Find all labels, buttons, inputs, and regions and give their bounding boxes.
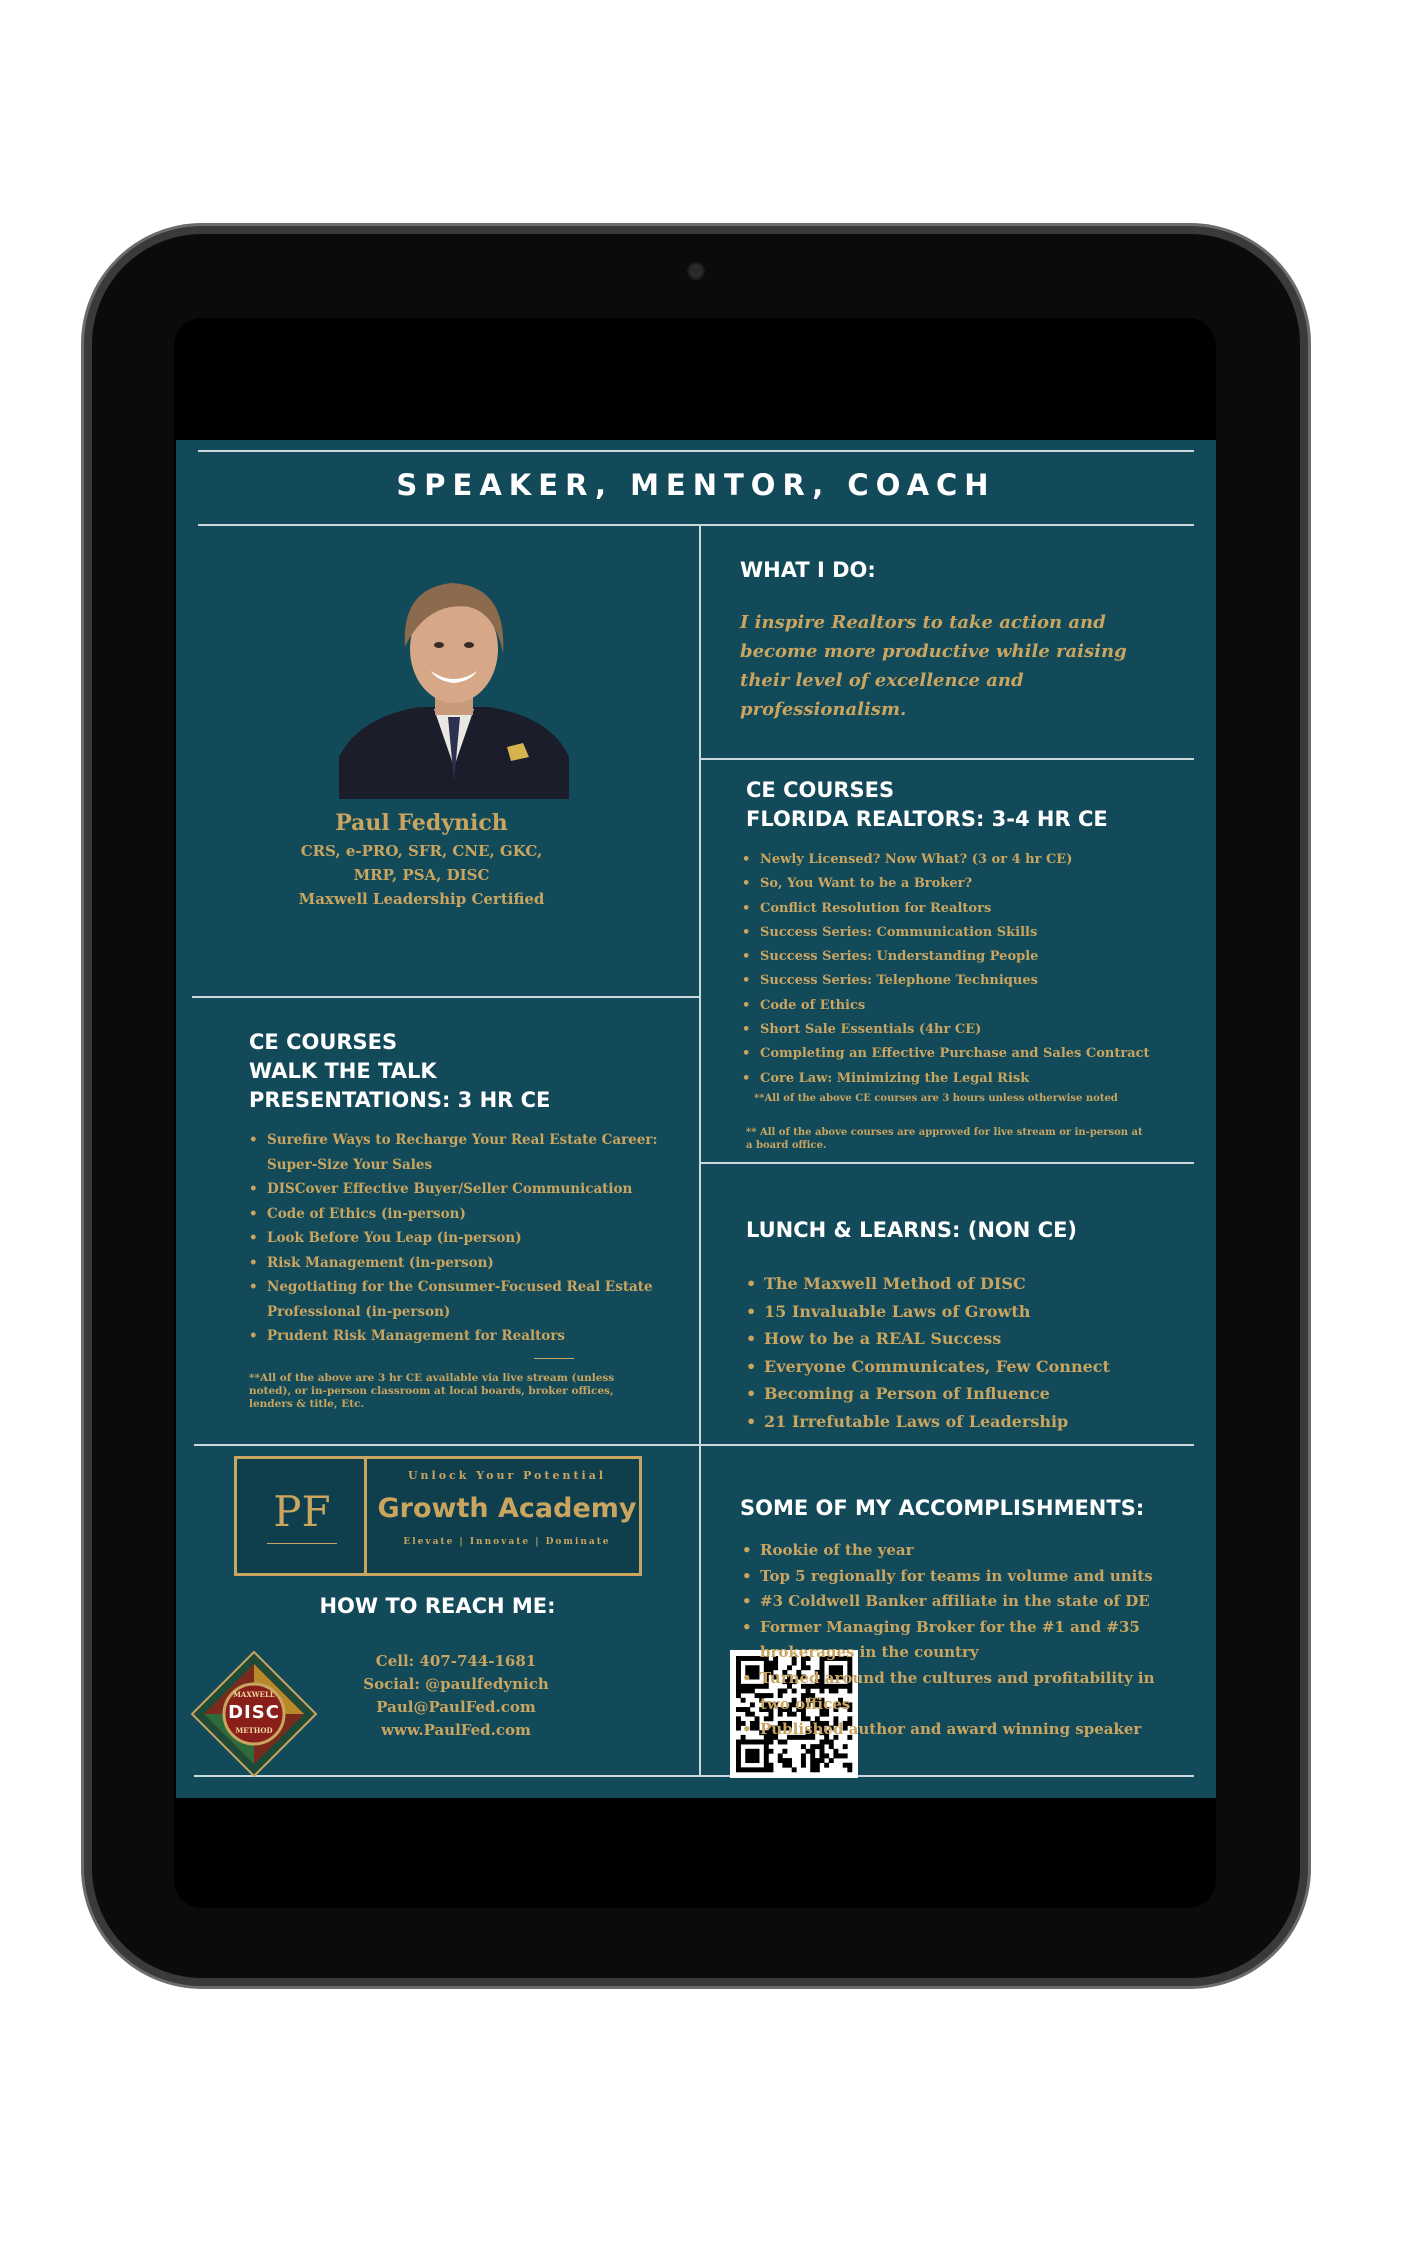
profile-name: Paul Fedynich (335, 810, 508, 836)
ce-walk-list (249, 1128, 679, 1349)
list-item: • 21 Irrefutable Laws of Leadership (746, 1408, 1186, 1436)
list-item: • Negotiating for the Consumer-Focused Real Estate Professional (in-person) (249, 1275, 679, 1324)
ce-florida-title-1: CE COURSES (746, 778, 895, 802)
list-item: • Conflict Resolution for Realtors (742, 897, 1202, 921)
divider-right-1 (701, 758, 1194, 760)
profile-credentials-2: MRP, PSA, DISC (353, 866, 490, 884)
ce-florida-list (742, 848, 1202, 1091)
lunch-list (746, 1270, 1186, 1435)
logo-tagline-top: Unlock Your Potential (407, 1469, 607, 1482)
profile-photo (339, 567, 569, 799)
logo-tagline-bottom: Elevate | Innovate | Dominate (403, 1537, 611, 1547)
profile-credentials-1: CRS, e-PRO, SFR, CNE, GKC, (300, 842, 543, 860)
list-item: • 15 Invaluable Laws of Growth (746, 1298, 1186, 1326)
list-item: • Success Series: Communication Skills (742, 921, 1202, 945)
list-item: • #3 Coldwell Banker affiliate in the state of DE (742, 1589, 1182, 1615)
ornament-line (534, 1358, 574, 1359)
logo-monogram-box (237, 1459, 367, 1573)
list-item: • Code of Ethics (in-person) (249, 1202, 679, 1227)
what-i-do-title: WHAT I DO: (740, 558, 876, 582)
list-item: • Top 5 regionally for teams in volume and units (742, 1564, 1182, 1590)
list-item: • How to be a REAL Success (746, 1325, 1186, 1353)
page-title: SPEAKER, MENTOR, COACH (396, 468, 996, 502)
list-item: • Success Series: Understanding People (742, 945, 1202, 969)
list-item: • The Maxwell Method of DISC (746, 1270, 1186, 1298)
ce-walk-note: **All of the above are 3 hr CE available via live stream (unless noted), or in-person classroom at local boards, broker offices, lenders & title, Etc. (249, 1372, 615, 1410)
list-item: • Completing an Effective Purchase and Sales Contract (742, 1042, 1202, 1066)
list-item: • Everyone Communicates, Few Connect (746, 1353, 1186, 1381)
contact-email[interactable]: Paul@PaulFed.com (376, 1698, 536, 1716)
divider-bottom (194, 1775, 1194, 1777)
list-item: • Look Before You Leap (in-person) (249, 1226, 679, 1251)
disc-badge-center: DISC (228, 1702, 280, 1723)
list-item: • Published author and award winning speaker (742, 1717, 1182, 1743)
list-item: • Rookie of the year (742, 1538, 1182, 1564)
contact-info (356, 1650, 556, 1742)
flyer-document (176, 440, 1216, 1798)
list-item: • So, You Want to be a Broker? (742, 872, 1202, 896)
list-item: • Newly Licensed? Now What? (3 or 4 hr CE) (742, 848, 1202, 872)
divider-top (198, 450, 1194, 452)
lunch-title: LUNCH & LEARNS: (NON CE) (746, 1218, 1078, 1242)
what-i-do-text: I inspire Realtors to take action and become more productive while raising their level of excellence and professionalism. (740, 612, 1127, 720)
ce-walk-title-1: CE COURSES (249, 1030, 398, 1054)
divider-right-2 (701, 1162, 1194, 1164)
accomplishments-list (742, 1538, 1182, 1743)
list-item: • Becoming a Person of Influence (746, 1380, 1186, 1408)
profile-credentials-3: Maxwell Leadership Certified (298, 890, 545, 908)
reach-title: HOW TO REACH ME: (319, 1594, 556, 1618)
list-item: • Risk Management (in-person) (249, 1251, 679, 1276)
contact-social: Social: @paulfedynich (363, 1675, 549, 1693)
divider-center (699, 524, 701, 1777)
ce-walk-title-3: PRESENTATIONS: 3 HR CE (249, 1088, 551, 1112)
growth-academy-logo (234, 1456, 642, 1576)
list-item: • Former Managing Broker for the #1 and #35 brokerages in the country (742, 1615, 1182, 1666)
ce-walk-title-2: WALK THE TALK (249, 1059, 437, 1083)
disc-badge (190, 1650, 318, 1778)
contact-website[interactable]: www.PaulFed.com (381, 1721, 531, 1739)
logo-underline (267, 1543, 337, 1544)
logo-name: Growth Academy (377, 1493, 637, 1524)
divider-header (198, 524, 1194, 526)
list-item: • Prudent Risk Management for Realtors (249, 1324, 679, 1349)
list-item: • Turned around the cultures and profitability in two offices (742, 1666, 1182, 1717)
list-item: • Surefire Ways to Recharge Your Real Estate Career: Super-Size Your Sales (249, 1128, 679, 1177)
list-item: • Short Sale Essentials (4hr CE) (742, 1018, 1202, 1042)
ce-florida-title-2: FLORIDA REALTORS: 3-4 HR CE (746, 807, 1108, 831)
list-item: • Core Law: Minimizing the Legal Risk (742, 1067, 1202, 1091)
divider-left-1 (192, 996, 699, 998)
contact-cell: Cell: 407-744-1681 (375, 1652, 537, 1670)
disc-badge-top: MAXWELL (233, 1690, 275, 1699)
disc-badge-bottom: METHOD (235, 1726, 273, 1735)
accomplishments-title: SOME OF MY ACCOMPLISHMENTS: (740, 1496, 1145, 1520)
ce-florida-note-2: ** All of the above courses are approved for live stream or in-person at a board office. (746, 1127, 1143, 1151)
list-item: • Success Series: Telephone Techniques (742, 969, 1202, 993)
logo-monogram: PF (273, 1487, 331, 1536)
camera-icon (687, 262, 705, 280)
ce-florida-note-1: **All of the above CE courses are 3 hours unless otherwise noted (754, 1093, 1118, 1104)
list-item: • Code of Ethics (742, 994, 1202, 1018)
divider-middle (194, 1444, 1194, 1446)
list-item: • DISCover Effective Buyer/Seller Communication (249, 1177, 679, 1202)
